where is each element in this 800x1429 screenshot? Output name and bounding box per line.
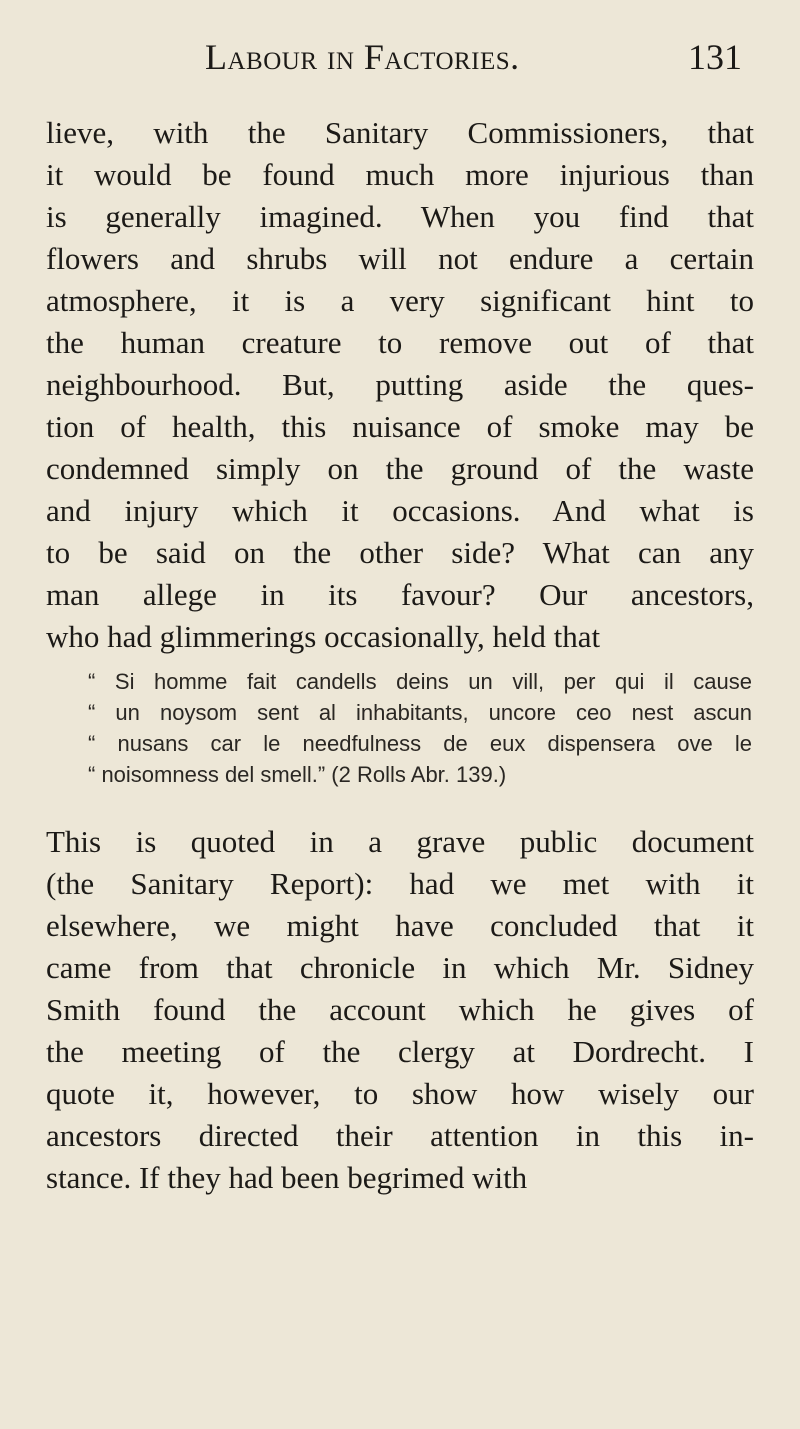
running-head <box>0 36 800 86</box>
quote-line: “ un noysom sent al inhabitants, uncore ceo nest ascun <box>88 700 752 725</box>
text-line: is generally imagined. When you find that <box>46 199 754 234</box>
text-line: condemned simply on the ground of the waste <box>46 451 754 486</box>
text-line: This is quoted in a grave public document <box>46 824 754 859</box>
text-line: and injury which it occasions. And what is <box>46 493 754 528</box>
quote-line: “ noisomness del smell.” (2 Rolls Abr. 139.) <box>88 762 507 787</box>
text-line: the meeting of the clergy at Dordrecht. I <box>46 1034 754 1069</box>
text-line: neighbourhood. But, putting aside the ques- <box>46 367 754 402</box>
text-line: tion of health, this nuisance of smoke may be <box>46 409 754 444</box>
text-line: who had glimmerings occasionally, held that <box>46 619 601 654</box>
text-line: it would be found much more injurious than <box>46 157 754 192</box>
text-line: ancestors directed their attention in this in- <box>46 1118 754 1153</box>
running-head-title: Labour in Factories. <box>205 37 520 77</box>
text-line: the human creature to remove out of that <box>46 325 754 360</box>
text-line: quote it, however, to show how wisely our <box>46 1076 754 1111</box>
page-number: 131 <box>688 37 742 77</box>
quote-line: “ Si homme fait candells deins un vill, per qui il cause <box>88 669 752 694</box>
text-line: lieve, with the Sanitary Commissioners, that <box>46 115 754 150</box>
text-line: atmosphere, it is a very significant hint to <box>46 283 754 318</box>
text-line: Smith found the account which he gives of <box>46 992 754 1027</box>
text-line: elsewhere, we might have concluded that it <box>46 908 754 943</box>
text-line: flowers and shrubs will not endure a certain <box>46 241 754 276</box>
quote-line: “ nusans car le needfulness de eux dispensera ove le <box>88 731 752 756</box>
text-line: stance. If they had been begrimed with <box>46 1160 528 1195</box>
text-line: to be said on the other side? What can any <box>46 535 754 570</box>
text-line: came from that chronicle in which Mr. Sidney <box>46 950 754 985</box>
text-line: man allege in its favour? Our ancestors, <box>46 577 754 612</box>
text-line: (the Sanitary Report): had we met with it <box>46 866 754 901</box>
